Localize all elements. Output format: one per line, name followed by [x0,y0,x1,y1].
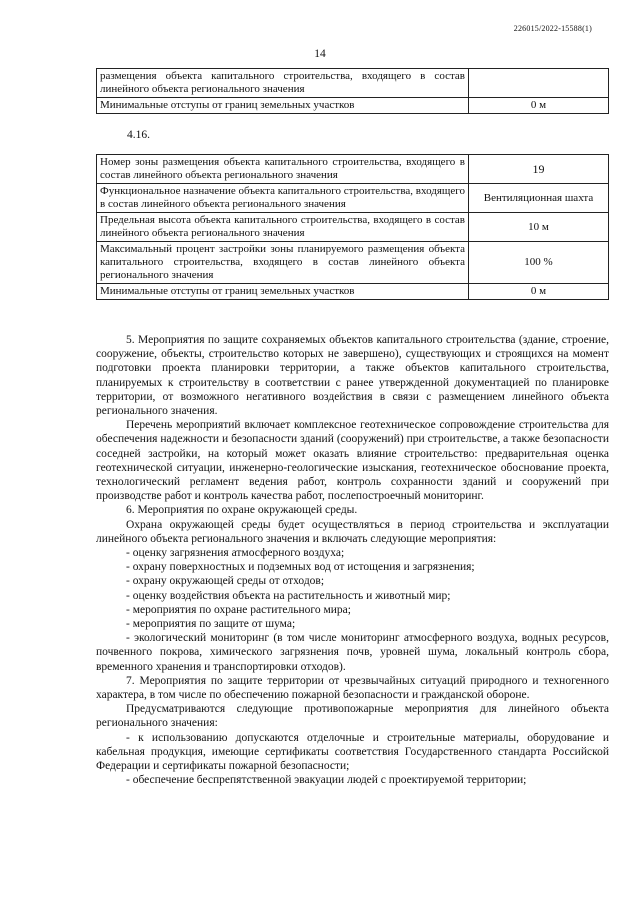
table-cell-value [469,69,609,98]
list-item: - охрану поверхностных и подземных вод от истощения и загрязнения; [126,561,475,574]
table-row [97,213,609,242]
table-row [97,98,609,114]
table-row [97,242,609,284]
section-label: 4.16. [127,129,150,141]
list-item: - к использованию допускаются отделочные и строительные материалы, оборудование и кабельная продукция, имеющие сертификаты соответствия Государственного стандарта Российской Федерации и сертификаты пожарной безопасности; [96,731,609,773]
table-cell-value: 100 % [469,242,609,284]
table-cell-label: Минимальные отступы от границ земельных участков [97,284,469,300]
table-cell-value: 19 [469,155,609,184]
page-number: 14 [314,48,326,60]
list-item: - мероприятия по охране растительного мира; [126,603,351,616]
table-cell-value: 0 м [469,98,609,114]
table-cell-label: Функциональное назначение объекта капитального строительства, входящего в состав линейного объекта регионального значения [97,184,469,213]
list-item: - оценку загрязнения атмосферного воздуха; [126,547,345,560]
parameters-table-continued [96,68,609,114]
table-cell-value: Вентиляционная шахта [469,184,609,213]
zone-19-parameters-table [96,154,609,300]
paragraph-6: 6. Мероприятия по охране окружающей среды. [126,504,358,517]
list-item: - обеспечение беспрепятственной эвакуации людей с проектируемой территории; [126,774,527,787]
paragraph-7: 7. Мероприятия по защите территории от чрезвычайных ситуаций природного и техногенного характера, в том числе по обеспечению пожарной безопасности и гражданской обороне. [96,674,609,702]
list-item: - оценку воздействия объекта на растительность и животный мир; [126,589,451,602]
table-row [97,69,609,98]
paragraph-5: 5. Мероприятия по защите сохраняемых объектов капитального строительства (здание, строение, сооружение, объекты, строительство которых не завершено), существующих и строящихся на момент подготовки проекта планировки территории, а также объектов капитального строительства, планируемых к строительству в соответствии с ранее утвержденной документацией по планировке территории, от возможного негативного воздействия в связи с размещением линейного объекта регионального значения. [96,334,609,418]
list-item: - экологический мониторинг (в том числе мониторинг атмосферного воздуха, водных ресурсов, почвенного покрова, химического загрязнения почв, уровней шума, локальный контроль сбора, временного хранения и транспортировки отходов). [96,632,609,673]
table-row [97,155,609,184]
table-row [97,284,609,300]
table-cell-label: Предельная высота объекта капитального строительства, входящего в состав линейного объекта регионального значения [97,213,469,242]
table-cell-value: 10 м [469,213,609,242]
table-cell-value: 0 м [469,284,609,300]
document-number: 226015/2022-15588(1) [513,24,592,33]
paragraph-7-details: Предусматриваются следующие противопожарные мероприятия для линейного объекта регионального значения: [96,703,609,730]
paragraph-6-details: Охрана окружающей среды будет осуществляться в период строительства и эксплуатации линейного объекта регионального значения и включать следующие мероприятия: [96,518,609,545]
table-cell-label: размещения объекта капитального строительства, входящего в состав линейного объекта регионального значения [97,69,469,98]
table-cell-label: Номер зоны размещения объекта капитального строительства, входящего в состав линейного объекта регионального значения [97,155,469,184]
list-item: - охрану окружающей среды от отходов; [126,575,325,588]
table-cell-label: Максимальный процент застройки зоны планируемого размещения объекта капитального строительства, входящего в состав линейного объекта регионального значения [97,242,469,284]
list-item: - мероприятия по защите от шума; [126,618,296,631]
document-body [96,333,609,788]
table-row [97,184,609,213]
paragraph-5-details: Перечень мероприятий включает комплексное геотехническое сопровождение строительства для обеспечения надежности и безопасности зданий (сооружений) при строительстве, а также безопасности соседней застройки, на который может оказать влияние строительство: предварительная оценка геотехнической ситуации, инженерно-геологические изыскания, геотехническое обоснование проекта, технологический регламент ведения работ, контроль сохранности зданий и сооружений при производстве работ и контроль качества работ, послепостроечный мониторинг. [96,419,609,503]
table-cell-label: Минимальные отступы от границ земельных участков [97,98,469,114]
